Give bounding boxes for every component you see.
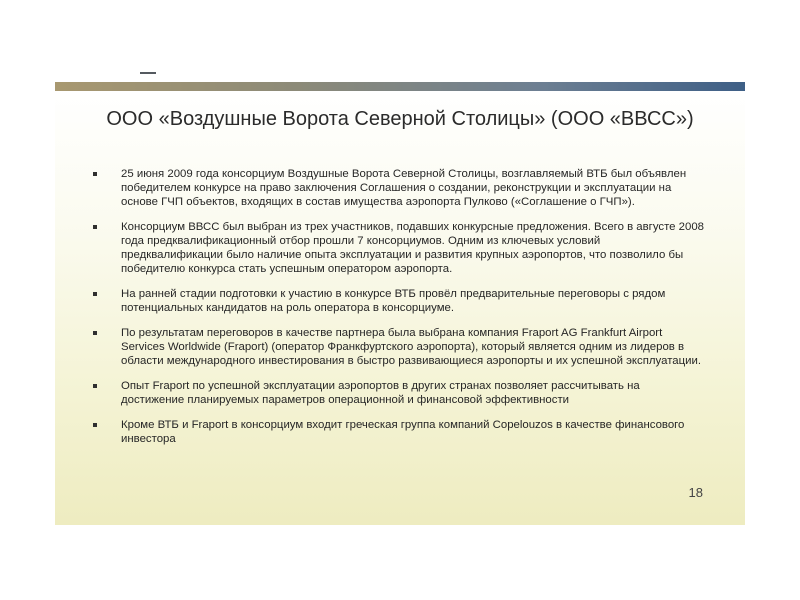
bullet-item: Консорциум ВВСС был выбран из трех участников, подавших конкурсные предложения. Всего в августе 2008 года предквалификационный отбор прошли 7 консорциумов. Одним из ключевых условий предквалификации было наличие опыта эксплуатации и развития крупных аэропортов, что позволило бы победителю конкурса стать успешным оператором аэропорта. (93, 220, 705, 276)
bullet-item: По результатам переговоров в качестве партнера была выбрана компания Fraport AG Frankfurt Airport Services Worldwide (Fraport) (оператор Франкфуртского аэропорта), который является одним из лидеров в области международного инвестирования в быстро развивающиеся аэропорты и их успешной эксплуатации. (93, 326, 705, 368)
bullet-item: Опыт Fraport по успешной эксплуатации аэропортов в других странах позволяет рассчитывать на достижение планируемых параметров операционной и финансовой эффективности (93, 379, 705, 407)
page-number: 18 (688, 485, 703, 500)
top-decoration (140, 72, 156, 74)
bullet-item: 25 июня 2009 года консорциум Воздушные Ворота Северной Столицы, возглавляемый ВТБ был объявлен победителем конкурсе на право заключения Соглашения о создании, реконструкции и эксплуатации на основе ГЧП объектов, входящих в состав имущества аэропорта Пулково («Соглашение о ГЧП»). (93, 167, 705, 209)
bullet-item: Кроме ВТБ и Fraport в консорциум входит греческая группа компаний Copelouzos в качестве финансового инвестора (93, 418, 705, 446)
slide (55, 91, 745, 525)
bullet-list (93, 167, 705, 457)
slide-title: ООО «Воздушные Ворота Северной Столицы» (ООО «ВВСС») (106, 108, 694, 130)
header-bar (55, 82, 745, 91)
bullet-item: На ранней стадии подготовки к участию в конкурсе ВТБ провёл предварительные переговоры с рядом потенциальных кандидатов на роль оператора в консорциуме. (93, 287, 705, 315)
